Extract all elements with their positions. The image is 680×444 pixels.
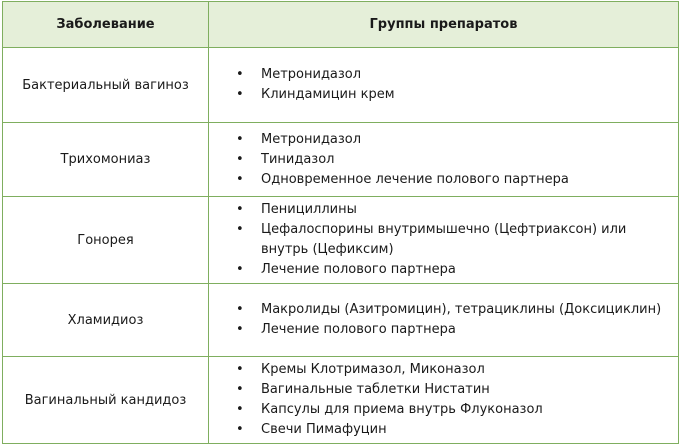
disease-cell: Вагинальный кандидоз [3,357,209,444]
drug-item [209,420,670,440]
bullet-icon: • [236,171,244,187]
drug-item [209,360,670,380]
drug-text: Метронидазол [261,131,362,147]
drug-item [209,200,670,220]
bullet-icon: • [236,67,244,82]
drugs-cell [209,284,679,357]
drug-item [209,150,670,170]
drugs-cell [209,197,679,284]
drug-item [209,320,670,340]
bullet-icon: • [236,362,244,377]
disease-cell: Хламидиоз [3,284,209,357]
bullet-icon: • [236,322,244,337]
drugs-cell [209,357,679,444]
drugs-cell [209,123,679,197]
drug-text: Пенициллины [261,202,357,217]
bullet-icon: • [236,151,244,167]
bullet-icon: • [236,382,244,397]
drug-text: Лечение полового партнера [261,262,456,277]
header-row [3,2,679,48]
drug-text: Цефалоспорины внутримышечно (Цефтриаксон) или внутрь (Цефиксим) [261,222,627,257]
drug-list [209,130,670,190]
drug-list [209,300,670,340]
drugs-cell [209,48,679,123]
drug-list [209,200,670,280]
drug-text: Кремы Клотримазол, Миконазол [261,362,485,377]
drug-text: Макролиды (Азитромицин), тетрациклины (Доксициклин) [261,302,662,317]
drug-text: Одновременное лечение полового партнера [261,171,569,187]
bullet-icon: • [236,222,244,237]
disease-cell: Бактериальный вагиноз [3,48,209,123]
drug-item [209,300,670,320]
drug-text: Метронидазол [261,67,362,82]
treatment-table [2,1,679,444]
drug-text: Тинидазол [261,151,335,167]
header-disease: Заболевание [3,2,209,48]
table-row [3,123,679,197]
disease-cell: Гонорея [3,197,209,284]
drug-item [209,380,670,400]
drug-text: Лечение полового партнера [261,322,456,337]
bullet-icon: • [236,422,244,437]
bullet-icon: • [236,87,244,102]
drug-item [209,65,670,85]
bullet-icon: • [236,402,244,417]
drug-list [209,65,670,105]
bullet-icon: • [236,262,244,277]
drug-text: Капсулы для приема внутрь Флуконазол [261,402,543,417]
header-drugs: Группы препаратов [209,2,679,48]
table-row [3,48,679,123]
disease-cell: Трихомониаз [3,123,209,197]
bullet-icon: • [236,202,244,217]
drug-item [209,260,670,280]
table-row [3,357,679,444]
drug-item [209,220,670,260]
bullet-icon: • [236,131,244,147]
drug-item [209,170,670,190]
drug-item [209,130,670,150]
drug-text: Свечи Пимафуцин [261,422,387,437]
table-row [3,197,679,284]
drug-text: Клиндамицин крем [261,87,395,102]
drug-item [209,400,670,420]
drug-text: Вагинальные таблетки Нистатин [261,382,490,397]
bullet-icon: • [236,302,244,317]
drug-item [209,85,670,105]
drug-list [209,360,670,440]
table-row [3,284,679,357]
